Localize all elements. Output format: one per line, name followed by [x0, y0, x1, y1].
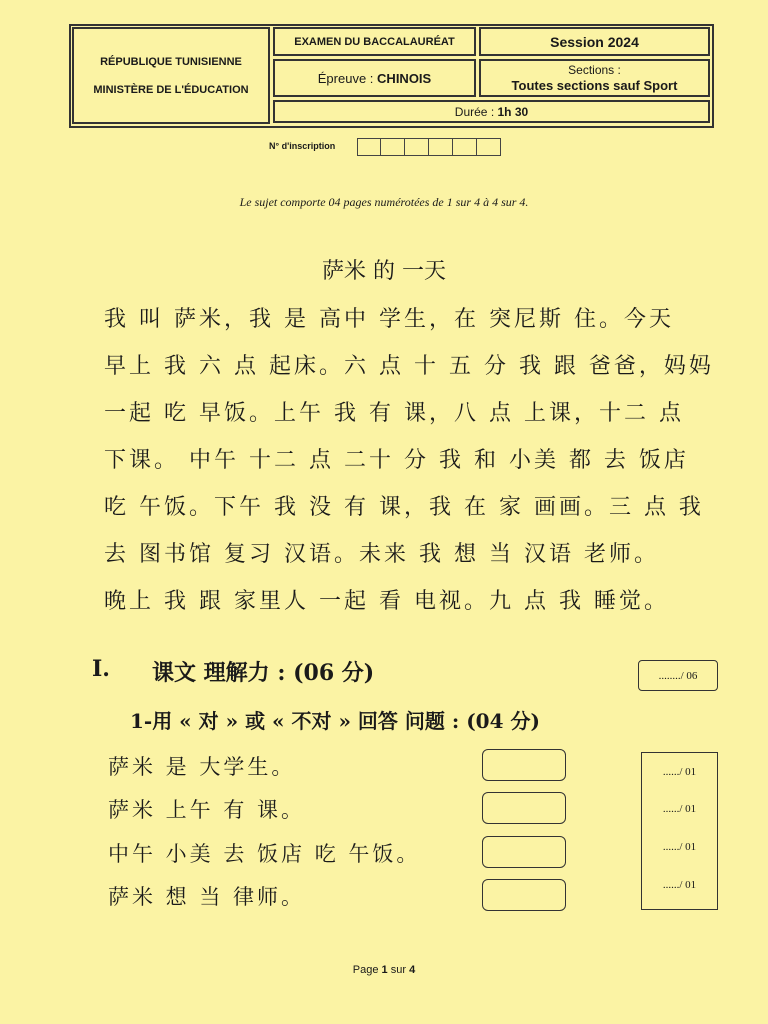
inscription-digit-box[interactable]	[453, 138, 477, 156]
sections-label: Sections :	[568, 63, 621, 77]
session-label: Session	[550, 33, 604, 50]
header-authority	[72, 27, 270, 124]
page-label: Page	[352, 964, 379, 976]
page-number: 1	[381, 964, 388, 976]
inscription-digit-box[interactable]	[357, 138, 381, 156]
question-score[interactable]: ....../ 01	[662, 766, 697, 778]
inscription-digit-box[interactable]	[405, 138, 429, 156]
sections-cell	[479, 59, 710, 97]
section-title: 课文 理解力 : (06 分)	[152, 660, 375, 686]
section-number: I.	[92, 656, 110, 682]
answer-box[interactable]	[482, 879, 566, 911]
page-count-note: Le sujet comporte 04 pages numérotées de 1 sur 4 à 4 sur 4.	[239, 195, 529, 209]
answer-box[interactable]	[482, 792, 566, 824]
page-of-label: sur	[390, 964, 407, 976]
text-line: 吃 午饭。下午 我 没 有 课，我 在 家 画画。三 点 我	[104, 495, 704, 520]
question-text: 萨米 想 当 律师。	[108, 885, 306, 909]
inscription-label: N° d'inscription	[269, 141, 336, 151]
ministry-name: MINISTÈRE DE L'ÉDUCATION	[93, 83, 249, 96]
duree-cell	[273, 100, 710, 123]
duree-label: Durée :	[454, 104, 495, 119]
text-line: 早上 我 六 点 起床。六 点 十 五 分 我 跟 爸爸，妈妈	[104, 354, 714, 379]
inscription-digit-box[interactable]	[477, 138, 501, 156]
text-line: 去 图书馆 复习 汉语。未来 我 想 当 汉语 老师。	[104, 542, 659, 567]
answer-box[interactable]	[482, 836, 566, 868]
text-line: 我 叫 萨米，我 是 高中 学生，在 突尼斯 住。今天	[104, 307, 674, 332]
answer-box[interactable]	[482, 749, 566, 781]
text-line: 晚上 我 跟 家里人 一起 看 电视。九 点 我 睡觉。	[104, 589, 669, 614]
sections-value: Toutes sections sauf Sport	[511, 78, 678, 93]
question-text: 萨米 是 大学生。	[108, 755, 296, 779]
exam-name: EXAMEN DU BACCALAURÉAT	[273, 27, 476, 56]
duree-value: 1h 30	[497, 104, 529, 119]
text-title: 萨米 的 一天	[322, 259, 446, 284]
epreuve-value: CHINOIS	[377, 70, 432, 86]
text-line: 一起 吃 早饭。上午 我 有 课，八 点 上课，十二 点	[104, 401, 684, 426]
inscription-boxes[interactable]	[357, 138, 501, 156]
text-line: 下课。 中午 十二 点 二十 分 我 和 小美 都 去 饭店	[104, 448, 689, 473]
inscription-digit-box[interactable]	[381, 138, 405, 156]
question-score[interactable]: ....../ 01	[662, 841, 697, 853]
question-score[interactable]: ....../ 01	[662, 803, 697, 815]
epreuve-cell	[273, 59, 476, 97]
inscription-digit-box[interactable]	[429, 138, 453, 156]
page-footer	[0, 964, 768, 976]
session-cell	[479, 27, 710, 56]
question-score[interactable]: ....../ 01	[662, 879, 697, 891]
question-text: 中午 小美 去 饭店 吃 午饭。	[108, 842, 421, 866]
country-name: RÉPUBLIQUE TUNISIENNE	[100, 55, 242, 68]
session-year: 2024	[607, 33, 639, 50]
epreuve-label: Épreuve :	[317, 70, 374, 86]
page-total: 4	[409, 964, 416, 976]
section-score-box[interactable]: ......../ 06	[638, 660, 718, 691]
question-group-title: 1-用 « 对 » 或 « 不对 » 回答 问题 : (04 分)	[130, 709, 540, 733]
question-text: 萨米 上午 有 课。	[108, 798, 306, 822]
